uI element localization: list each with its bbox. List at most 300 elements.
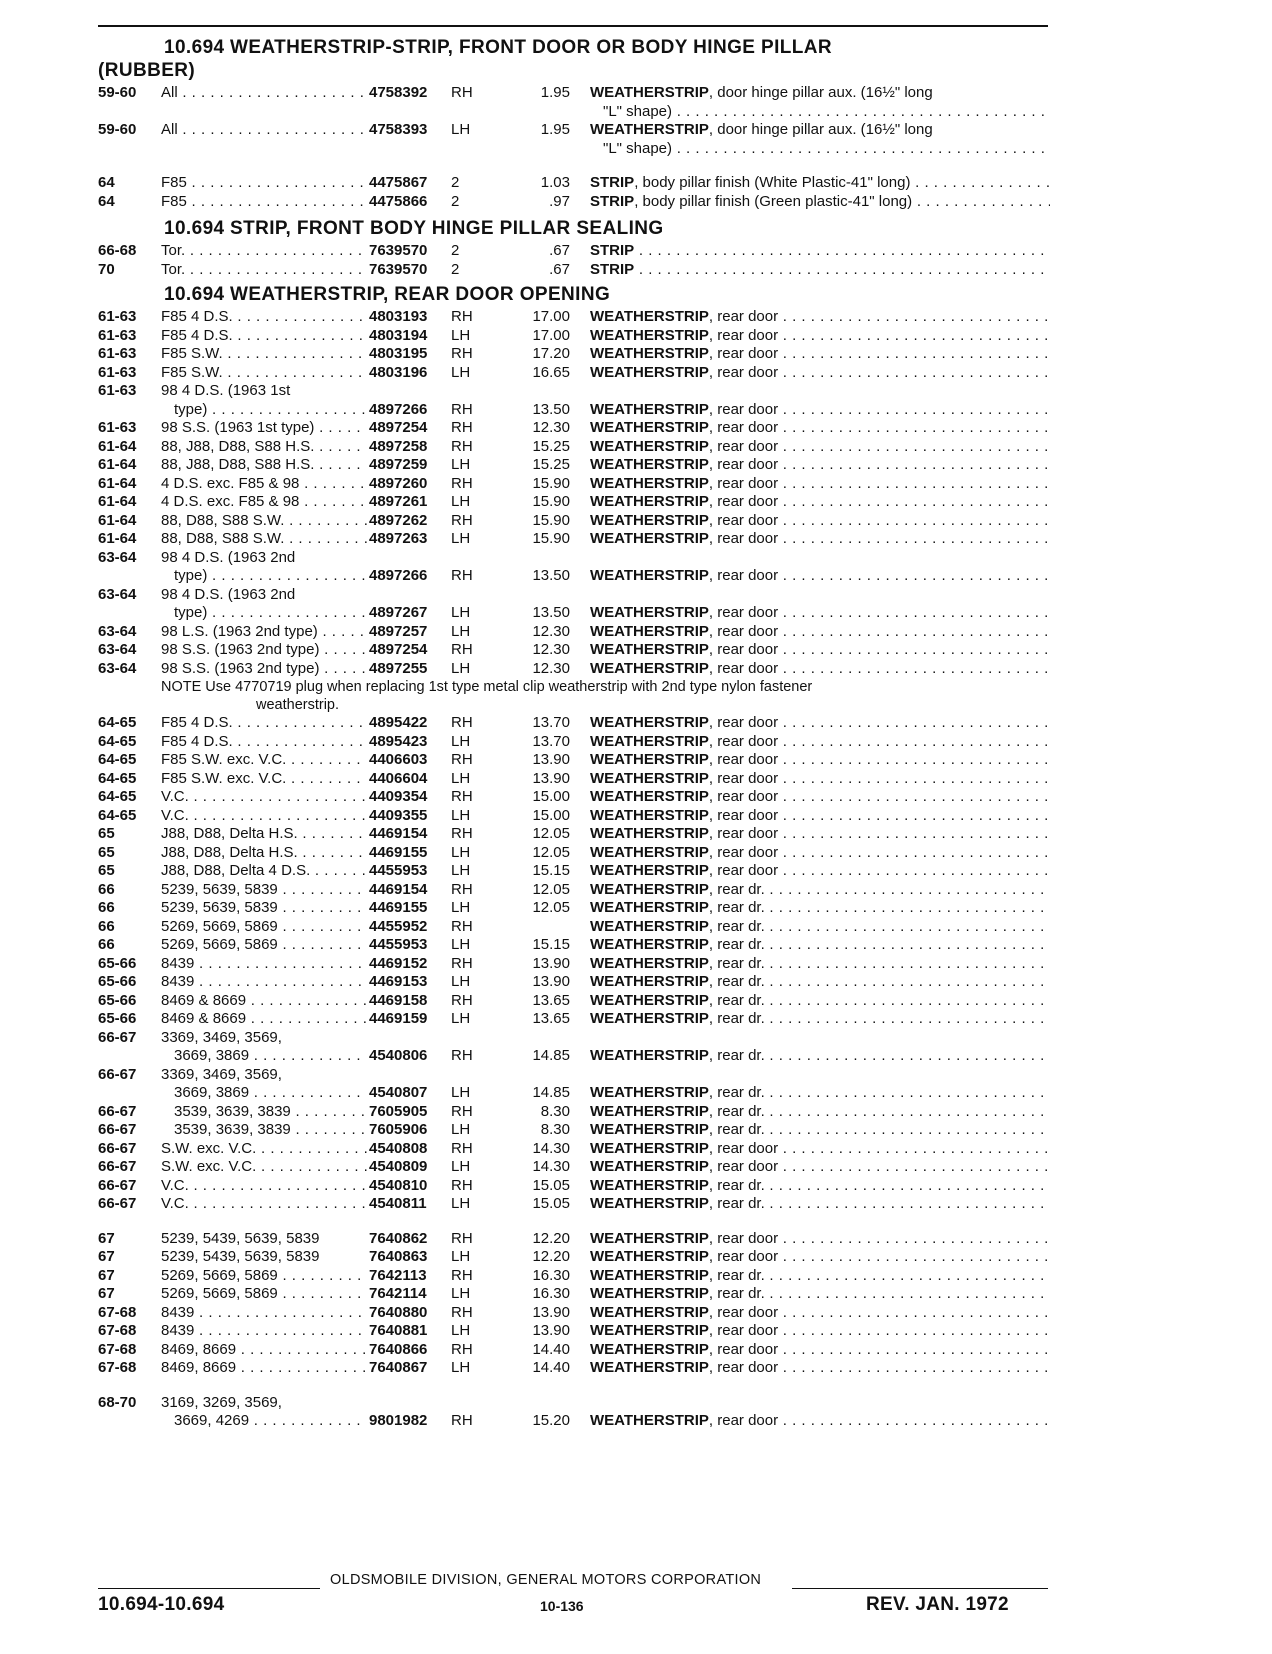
quantity: RH [451,1303,473,1321]
part-number: 4897266 [369,567,428,584]
table-row-continued [98,567,1050,586]
part-number: 9801982 [369,1412,428,1429]
part-name: WEATHERSTRIP [590,843,709,861]
model-description: 8469, 8669 . . . [161,1359,367,1378]
quantity: LH [451,622,471,640]
part-name: WEATHERSTRIP [590,363,709,381]
model-description: F85 . . . [161,174,367,193]
part-number: 4469152 [369,954,428,972]
model-year: 66-68 [98,242,137,259]
model-year: 61-64 [98,511,137,529]
part-detail: , rear dr. [708,1285,765,1302]
model-description-continued: 3669, 3869 . . . [174,1084,367,1103]
part-number: 4409354 [369,788,428,805]
part-description [590,308,1050,327]
part-name: STRIP [590,192,635,210]
part-name: WEATHERSTRIP [590,954,709,972]
part-name: WEATHERSTRIP [590,121,709,138]
price: 13.90 [532,751,570,768]
part-number: 4469153 [369,973,428,990]
model-year: 64 [98,174,115,191]
model-year: 67 [98,1248,115,1265]
model-year: 61-63 [98,419,137,436]
model-description: 88, J88, D88, S88 H.S. . . . [161,438,367,457]
quantity: RH [451,751,473,768]
model-year: 66-67 [98,1121,137,1138]
model-year: 65-66 [98,991,137,1009]
part-detail: , rear door [708,862,779,879]
quantity: LH [451,659,471,677]
model-description: 98 4 D.S. (1963 1st [161,382,291,399]
quantity: LH [451,604,471,621]
part-detail: , rear door [708,511,779,529]
quantity: LH [451,1084,471,1101]
part-detail: , rear door [708,732,779,750]
part-description [590,475,1050,494]
part-name: WEATHERSTRIP [590,1084,709,1101]
part-name: WEATHERSTRIP [590,1359,709,1376]
quantity: RH [451,84,473,101]
price: 14.40 [532,1340,570,1358]
table-row [98,1285,1050,1304]
table-row [98,1267,1050,1286]
part-description-continued: "L" shape) . . . [603,140,1050,159]
part-description [590,456,1050,475]
model-description: F85 4 D.S. . . . [161,733,367,752]
part-name: WEATHERSTRIP [590,862,709,879]
table-row [98,955,1050,974]
model-year: 63-64 [98,641,137,658]
part-description [590,512,1050,531]
table-row [98,1359,1050,1378]
table-row [98,242,1050,261]
table-row [98,714,1050,733]
model-year: 66-67 [98,1028,137,1046]
part-number: 7639570 [369,242,428,259]
footer-division: OLDSMOBILE DIVISION, GENERAL MOTORS CORPORATION [330,1572,762,1588]
part-name: WEATHERSTRIP [590,345,709,362]
model-year: 66 [98,880,115,898]
part-description [590,174,1050,193]
section-title: WEATHERSTRIP-STRIP, FRONT DOOR OR BODY HINGE PILLAR [230,37,833,58]
table-row [98,586,1050,605]
table-row-continued [98,604,1050,623]
part-detail: , rear dr. [708,899,765,916]
part-number: 4540808 [369,1139,428,1157]
price: 13.90 [532,1303,570,1321]
part-detail: , rear door [708,714,779,731]
quantity: 2 [451,242,460,259]
part-detail: , rear dr. [708,991,765,1009]
table-row [98,1322,1050,1341]
model-description: 5269, 5669, 5869 . . . [161,1285,367,1304]
part-detail: , rear door [708,843,779,861]
quantity: RH [451,1047,473,1064]
quantity: RH [451,1266,473,1284]
table-row-continued [98,1047,1050,1066]
part-name: WEATHERSTRIP [590,1303,709,1321]
part-detail: , rear dr. [708,1195,765,1212]
part-name: WEATHERSTRIP [590,936,709,953]
price: 1.95 [540,84,570,101]
model-description: F85 S.W. . . . [161,345,367,364]
model-description: V.C. . . . [161,807,367,826]
part-detail: , rear door [708,1359,779,1376]
part-name: WEATHERSTRIP [590,1266,709,1284]
part-description [590,242,1050,261]
part-description [590,419,1050,438]
row-gap [98,1378,1050,1394]
price: 12.05 [532,825,570,842]
model-year: 64-65 [98,732,137,750]
footer-revision: REV. JAN. 1972 [866,1594,1009,1615]
price: 15.90 [532,530,570,547]
model-description: F85 4 D.S. . . . [161,308,367,327]
part-number: 4540807 [369,1084,428,1101]
price: 8.30 [540,1102,570,1120]
part-name: WEATHERSTRIP [590,1229,709,1247]
part-description [590,1285,1050,1304]
model-description: J88, D88, Delta H.S. . . . [161,844,367,863]
model-description-continued: 3669, 4269 . . . [174,1412,367,1431]
quantity: RH [451,1340,473,1358]
part-name: WEATHERSTRIP [590,419,709,436]
part-name: WEATHERSTRIP [590,769,709,787]
part-name: WEATHERSTRIP [590,788,709,805]
part-description [590,660,1050,679]
part-description [590,401,1050,420]
quantity: LH [451,1285,471,1302]
part-description [590,1195,1050,1214]
footer-page-number: 10-136 [540,1598,584,1614]
price: 15.25 [532,437,570,455]
model-description: Tor. . . . [161,242,367,261]
part-number: 4540806 [369,1047,428,1064]
model-year: 67-68 [98,1359,137,1376]
model-description: 3369, 3469, 3569, [161,1028,282,1046]
model-year: 64-65 [98,788,137,805]
part-number: 4758393 [369,121,428,138]
model-year: 67-68 [98,1340,137,1358]
part-description [590,733,1050,752]
quantity: RH [451,1229,473,1247]
part-description [590,530,1050,549]
part-number: 4758392 [369,84,428,101]
part-description [590,438,1050,457]
quantity: LH [451,493,471,510]
part-detail: , rear door [708,530,779,547]
quantity: LH [451,1248,471,1265]
price: 14.30 [532,1139,570,1157]
quantity: LH [451,121,471,138]
part-name: WEATHERSTRIP [590,1195,709,1212]
part-number: 4897263 [369,530,428,547]
part-name: WEATHERSTRIP [590,991,709,1009]
table-row [98,899,1050,918]
part-number: 4897260 [369,474,428,492]
model-year: 66 [98,917,115,935]
model-description-continued: type) . . . [174,401,367,420]
model-description: 8439 . . . [161,955,367,974]
part-detail: , body pillar finish (White Plastic-41" long) [634,174,911,191]
table-row [98,751,1050,770]
model-year: 66 [98,899,115,916]
table-row [98,549,1050,568]
price: 15.90 [532,511,570,529]
price: 16.30 [532,1266,570,1284]
part-detail: , rear dr. [708,1176,765,1194]
table-row [98,1029,1050,1048]
part-description [590,493,1050,512]
part-name: WEATHERSTRIP [590,1248,709,1265]
model-year: 66-67 [98,1102,137,1120]
part-description [590,327,1050,346]
part-name: WEATHERSTRIP [590,1010,709,1027]
part-name: WEATHERSTRIP [590,973,709,990]
part-description [590,807,1050,826]
price: 12.30 [532,641,570,658]
price: 12.30 [532,419,570,436]
part-description [590,1412,1050,1431]
part-number: 4406604 [369,769,428,787]
part-description [590,751,1050,770]
table-row [98,788,1050,807]
model-year: 65 [98,825,115,842]
model-description: 4 D.S. exc. F85 & 98 . . . [161,493,367,512]
table-row-continued [98,140,1050,159]
part-number: 4897258 [369,437,428,455]
model-description: 8469 & 8669 . . . [161,1010,367,1029]
price: 14.85 [532,1084,570,1101]
quantity: RH [451,1139,473,1157]
table-row [98,1341,1050,1360]
part-number: 4475867 [369,174,428,191]
price: 17.00 [532,326,570,344]
quantity: LH [451,769,471,787]
part-number: 4897259 [369,456,428,473]
part-detail: , door hinge pillar aux. (16½" long [708,121,933,138]
part-detail: , rear dr. [708,936,765,953]
part-name: WEATHERSTRIP [590,326,709,344]
table-row [98,438,1050,457]
model-year: 61-63 [98,326,137,344]
model-description: S.W. exc. V.C. . . . [161,1140,367,1159]
table-row [98,419,1050,438]
table-row [98,364,1050,383]
price: 8.30 [540,1121,570,1138]
footer-rule-left [98,1588,320,1589]
part-detail: , rear door [708,1340,779,1358]
part-number: 4469154 [369,880,428,898]
price: 13.90 [532,973,570,990]
part-detail: , rear door [708,363,779,381]
model-year: 61-63 [98,382,137,399]
part-description [590,844,1050,863]
part-detail: , rear dr. [708,1047,765,1064]
price: 12.05 [532,843,570,861]
part-number: 4803194 [369,326,428,344]
part-description [590,641,1050,660]
part-description [590,770,1050,789]
model-year: 67-68 [98,1303,137,1321]
price: 15.05 [532,1176,570,1194]
price: 15.20 [532,1412,570,1429]
model-year: 61-63 [98,308,137,325]
table-row [98,1230,1050,1249]
part-name: WEATHERSTRIP [590,732,709,750]
part-name: WEATHERSTRIP [590,84,709,101]
model-description: F85 . . . [161,193,367,212]
part-description [590,1304,1050,1323]
model-year: 64-65 [98,806,137,824]
model-description: F85 S.W. . . . [161,364,367,383]
quantity: RH [451,400,473,418]
part-number: 4897261 [369,493,428,510]
price: .67 [549,260,570,278]
price: 14.40 [532,1359,570,1376]
part-name: WEATHERSTRIP [590,437,709,455]
model-description: 5239, 5639, 5839 . . . [161,881,367,900]
table-row [98,1394,1050,1413]
price: 15.25 [532,456,570,473]
price: 15.05 [532,1195,570,1212]
price: 15.00 [532,788,570,805]
note-line-2: weatherstrip. [256,697,340,713]
model-description: 5239, 5439, 5639, 5839 [161,1229,320,1247]
price: 16.65 [532,363,570,381]
part-detail: , rear door [708,1229,779,1247]
table-row [98,641,1050,660]
part-number: 7640867 [369,1359,428,1376]
quantity: LH [451,732,471,750]
part-name: WEATHERSTRIP [590,474,709,492]
part-detail: , rear door [708,1303,779,1321]
model-description-continued: type) . . . [174,604,367,623]
part-detail: , rear door [708,1139,779,1157]
part-detail: , rear door [708,659,779,677]
part-name: WEATHERSTRIP [590,1322,709,1339]
part-name: WEATHERSTRIP [590,456,709,473]
part-name: WEATHERSTRIP [590,806,709,824]
model-description: 98 S.S. (1963 1st type) . . . [161,419,367,438]
price: 15.15 [532,862,570,879]
part-name: STRIP [590,174,635,191]
quantity: LH [451,1121,471,1138]
quantity: RH [451,511,473,529]
quantity: RH [451,788,473,805]
model-description: 5239, 5639, 5839 . . . [161,899,367,918]
model-description: V.C. . . . [161,1177,367,1196]
section-heading [98,285,1050,304]
part-detail: , rear door [708,493,779,510]
part-description [590,567,1050,586]
part-detail: , rear door [708,751,779,768]
part-number: 7642114 [369,1285,427,1302]
part-description [590,261,1050,280]
table-row-continued [98,1412,1050,1431]
model-description: All . . . [161,84,367,103]
part-description [590,193,1050,212]
model-description: V.C. . . . [161,788,367,807]
part-number: 4897254 [369,641,428,658]
model-year: 59-60 [98,84,137,101]
part-detail: , rear dr. [708,973,765,990]
model-description: S.W. exc. V.C. . . . [161,1158,367,1177]
quantity: LH [451,899,471,916]
part-description [590,881,1050,900]
part-description [590,1341,1050,1360]
price: 15.90 [532,493,570,510]
model-description: 5269, 5669, 5869 . . . [161,918,367,937]
price: 13.90 [532,954,570,972]
table-row [98,1177,1050,1196]
model-description: 98 S.S. (1963 2nd type) . . . [161,641,367,660]
model-description: All . . . [161,121,367,140]
part-number: 4897254 [369,419,428,436]
price: 15.00 [532,806,570,824]
part-number: 4469154 [369,825,428,842]
part-name: WEATHERSTRIP [590,567,709,584]
model-year: 63-64 [98,585,137,603]
quantity: LH [451,806,471,824]
part-detail: , rear dr. [708,1102,765,1120]
model-description: J88, D88, Delta H.S. . . . [161,825,367,844]
row-gap [98,1214,1050,1230]
price: 13.70 [532,714,570,731]
part-number: 4469159 [369,1010,428,1027]
part-name: WEATHERSTRIP [590,604,709,621]
quantity: LH [451,1010,471,1027]
part-detail: , rear dr. [708,880,765,898]
quantity: 2 [451,174,460,191]
model-description: F85 4 D.S. . . . [161,327,367,346]
part-description [590,345,1050,364]
quantity: LH [451,1359,471,1376]
part-detail: , rear dr. [708,1084,765,1101]
part-number: 4475866 [369,192,428,210]
part-detail: , rear door [708,825,779,842]
part-description [590,973,1050,992]
part-description [590,788,1050,807]
table-row [98,733,1050,752]
part-detail: , rear dr. [708,1121,765,1138]
model-year: 64-65 [98,714,137,731]
section-code: 10.694 [164,284,225,305]
part-detail: , rear door [708,437,779,455]
section-heading [98,38,1050,57]
part-number: 4540810 [369,1176,428,1194]
quantity: LH [451,363,471,381]
part-number: 7640863 [369,1248,428,1265]
quantity: RH [451,1102,473,1120]
part-detail: , rear door [708,474,779,492]
price: 17.20 [532,345,570,362]
part-number: 4803195 [369,345,428,362]
table-row [98,382,1050,401]
model-year: 70 [98,260,115,278]
model-year: 66-67 [98,1139,137,1157]
model-description-continued: 3669, 3869 . . . [174,1047,367,1066]
price: 13.70 [532,732,570,750]
part-name: WEATHERSTRIP [590,1047,709,1064]
part-name: WEATHERSTRIP [590,511,709,529]
table-row [98,660,1050,679]
quantity: RH [451,954,473,972]
section-heading [98,219,1050,238]
part-number: 4540811 [369,1195,427,1212]
price: 13.65 [532,991,570,1009]
top-rule [98,25,1048,27]
